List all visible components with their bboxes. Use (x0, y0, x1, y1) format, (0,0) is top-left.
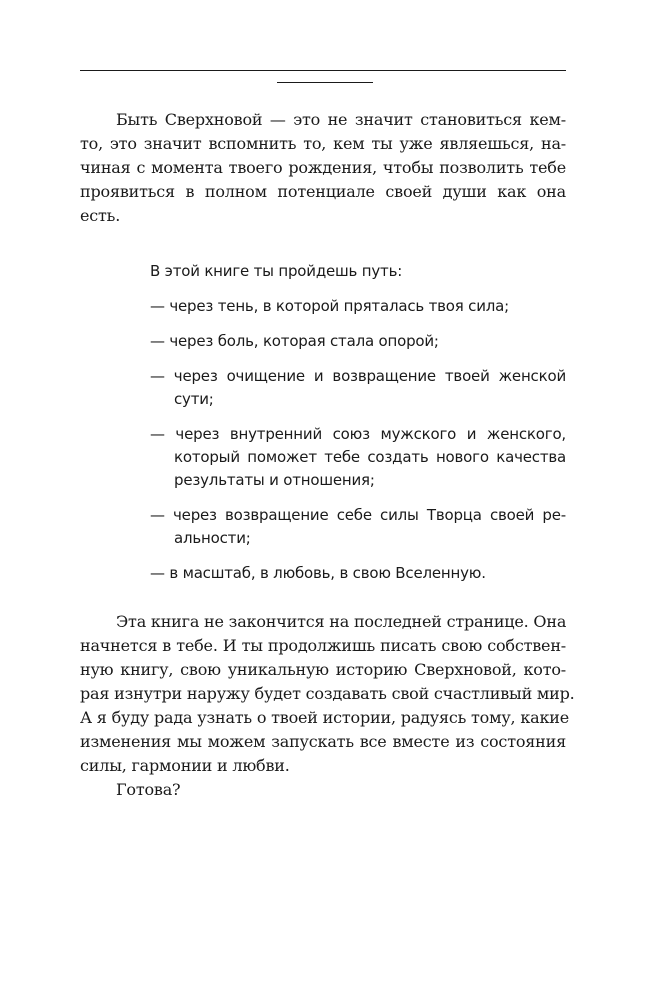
list-item-line: альности; (174, 529, 251, 547)
list-item (150, 562, 566, 585)
list-item-line: результаты и отношения; (174, 471, 375, 489)
paragraph-line: начнется в тебе. И ты продолжишь писать свою собствен- (80, 636, 566, 655)
list-item-line: — через тень, в которой пряталась твоя сила; (150, 297, 509, 315)
paragraph-line: Быть Сверхновой — это не значит становиться кем- (116, 110, 566, 129)
list-item-line: — через боль, которая стала опорой; (150, 332, 439, 350)
paragraph-line: есть. (80, 206, 121, 225)
paragraph-line: изменения мы можем запускать все вместе из состояния (80, 732, 566, 751)
paragraph-line: А я буду рада узнать о твоей истории, радуясь тому, какие (80, 708, 569, 727)
paragraph-line: рая изнутри наружу будет создавать свой счастливый мир. (80, 684, 575, 703)
paragraph-line: ную книгу, свою уникальную историю Сверхновой, кото- (80, 660, 566, 679)
list-item (150, 295, 566, 318)
list-item-line: — в масштаб, в любовь, в свою Вселенную. (150, 564, 486, 582)
path-list (150, 260, 566, 597)
paragraph-line: чиная с момента твоего рождения, чтобы позволить тебе (80, 158, 566, 177)
paragraph-line: Эта книга не закончится на последней странице. Она (116, 612, 567, 631)
top-rule (80, 70, 566, 71)
list-item (150, 504, 566, 550)
short-rule (277, 82, 373, 83)
list-item-line: — через возвращение себе силы Творца своей ре- (150, 506, 566, 524)
list-item-line: — через очищение и возвращение твоей женской (150, 367, 566, 385)
paragraph-line: то, это значит вспомнить то, кем ты уже являешься, на- (80, 134, 566, 153)
list-item-line: сути; (174, 390, 214, 408)
closing-question: Готова? (116, 780, 181, 799)
paragraph-line: проявиться в полном потенциале своей души как она (80, 182, 566, 201)
list-item-line: который поможет тебе создать нового качества (174, 448, 566, 466)
list-item (150, 365, 566, 411)
list-item (150, 330, 566, 353)
intro-paragraph (80, 108, 566, 228)
paragraph-line: силы, гармонии и любви. (80, 756, 290, 775)
list-item-line: — через внутренний союз мужского и женского, (150, 425, 566, 443)
list-item (150, 423, 566, 492)
list-intro: В этой книге ты пройдешь путь: (150, 262, 403, 280)
closing-paragraph (80, 610, 575, 802)
